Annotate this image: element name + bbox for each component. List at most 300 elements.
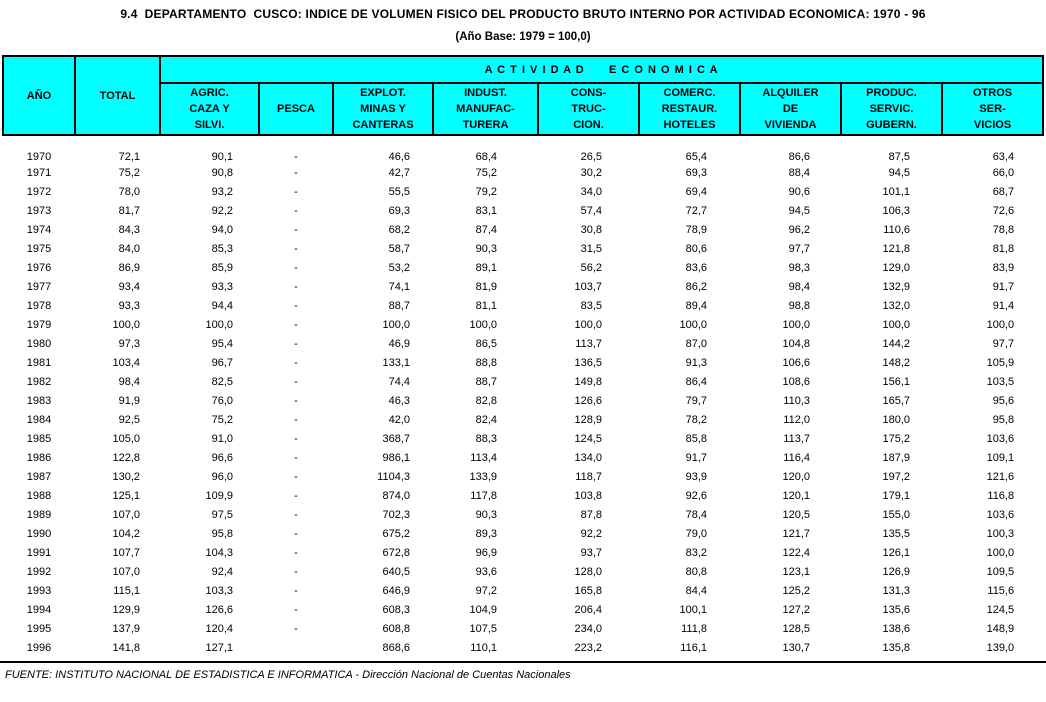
value-cell: -: [294, 261, 298, 274]
value-cell: 78,8: [992, 223, 1015, 236]
value-cell: 109,1: [986, 451, 1015, 464]
table-row: [3, 600, 1043, 619]
col-header-other-services: [942, 83, 1043, 135]
value-cell: 127,2: [782, 603, 810, 616]
value-cell: 74,1: [388, 280, 410, 293]
value-cell: -: [294, 603, 298, 616]
value-cell: -: [294, 489, 298, 502]
value-cell: 646,9: [382, 584, 410, 597]
value-cell: 139,0: [986, 641, 1015, 654]
value-cell: 187,9: [882, 451, 910, 464]
value-cell: -: [294, 318, 298, 331]
value-cell: 65,4: [685, 151, 707, 163]
value-cell: -: [294, 166, 298, 179]
value-cell: -: [294, 223, 298, 236]
value-cell: 106,6: [782, 356, 810, 369]
value-cell: 138,6: [882, 622, 910, 635]
value-cell: 124,5: [986, 603, 1015, 616]
value-cell: 702,3: [382, 508, 410, 521]
value-cell: 104,9: [469, 603, 497, 616]
value-cell: 90,8: [211, 166, 233, 179]
year-cell: 1987: [26, 470, 52, 483]
value-cell: 135,8: [882, 641, 910, 654]
value-cell: 95,8: [992, 413, 1015, 426]
header-line: HOTELES: [663, 119, 716, 131]
value-cell: 55,5: [388, 185, 410, 198]
table-row: [3, 201, 1043, 220]
value-cell: 149,8: [574, 375, 602, 388]
value-cell: 81,8: [992, 242, 1015, 255]
value-cell: 100,0: [679, 318, 707, 331]
value-cell: 130,7: [782, 641, 810, 654]
value-cell: 94,0: [211, 223, 233, 236]
table-row: [3, 353, 1043, 372]
value-cell: 98,3: [788, 261, 810, 274]
value-cell: 84,4: [685, 584, 707, 597]
value-cell: 122,8: [112, 451, 140, 464]
value-cell: 97,5: [211, 508, 233, 521]
value-cell: 128,9: [574, 413, 602, 426]
value-cell: 46,6: [388, 151, 410, 163]
table-row: [3, 619, 1043, 638]
header-line: TURERA: [462, 119, 509, 131]
table-row: [3, 372, 1043, 391]
value-cell: 83,1: [475, 204, 497, 217]
header-band-row: [3, 56, 1043, 83]
value-cell: 130,2: [112, 470, 140, 483]
value-cell: 105,0: [112, 432, 140, 445]
value-cell: [259, 638, 333, 657]
table-row: [3, 486, 1043, 505]
value-cell: -: [294, 584, 298, 597]
value-cell: 107,7: [112, 546, 140, 559]
value-cell: 121,6: [986, 470, 1015, 483]
value-cell: -: [294, 185, 298, 198]
value-cell: 68,7: [992, 185, 1015, 198]
header-line: GUBERN.: [866, 119, 917, 131]
col-header-total: TOTAL: [75, 56, 160, 135]
value-cell: 100,1: [679, 603, 707, 616]
value-cell: 165,7: [882, 394, 910, 407]
value-cell: -: [294, 527, 298, 540]
value-cell: 88,7: [388, 299, 410, 312]
value-cell: 105,9: [986, 356, 1015, 369]
value-cell: 115,1: [113, 584, 140, 597]
value-cell: 83,6: [685, 261, 707, 274]
table-row: [3, 182, 1043, 201]
value-cell: -: [294, 432, 298, 445]
value-cell: 97,7: [992, 337, 1015, 350]
col-header-year: AÑO: [3, 56, 75, 135]
value-cell: 126,6: [574, 394, 602, 407]
value-cell: 129,0: [882, 261, 910, 274]
value-cell: 68,2: [388, 223, 410, 236]
value-cell: 91,7: [992, 280, 1015, 293]
value-cell: 106,3: [882, 204, 910, 217]
value-cell: 137,9: [112, 622, 140, 635]
value-cell: 112,0: [783, 413, 810, 426]
value-cell: -: [294, 337, 298, 350]
header-line: SERVIC.: [869, 103, 914, 115]
value-cell: 1104,3: [377, 470, 410, 483]
value-cell: 26,5: [580, 151, 602, 163]
value-cell: 121,8: [882, 242, 910, 255]
header-line: CANTERAS: [352, 119, 414, 131]
value-cell: 100,0: [986, 318, 1015, 331]
value-cell: 136,5: [574, 356, 602, 369]
year-cell: 1972: [26, 185, 52, 198]
value-cell: 100,0: [986, 546, 1015, 559]
value-cell: 42,7: [388, 166, 410, 179]
value-cell: -: [294, 451, 298, 464]
value-cell: 144,2: [882, 337, 910, 350]
value-cell: 96,2: [788, 223, 810, 236]
header-line: SER-: [979, 103, 1006, 115]
value-cell: 368,7: [382, 432, 410, 445]
table-row: [3, 239, 1043, 258]
value-cell: 179,1: [882, 489, 910, 502]
value-cell: -: [294, 546, 298, 559]
value-cell: 874,0: [382, 489, 410, 502]
table-row: [3, 562, 1043, 581]
value-cell: 132,9: [882, 280, 910, 293]
value-cell: 63,4: [992, 151, 1015, 163]
header-line: RESTAUR.: [661, 103, 718, 115]
value-cell: -: [294, 204, 298, 217]
value-cell: 80,8: [685, 565, 707, 578]
value-cell: 76,0: [211, 394, 233, 407]
value-cell: 126,6: [205, 603, 233, 616]
value-cell: 93,6: [475, 565, 497, 578]
value-cell: 123,1: [782, 565, 810, 578]
value-cell: 96,0: [211, 470, 233, 483]
value-cell: -: [294, 299, 298, 312]
col-header-mining: [333, 83, 433, 135]
value-cell: 66,0: [992, 166, 1015, 179]
year-cell: 1988: [26, 489, 52, 502]
value-cell: 94,5: [888, 166, 910, 179]
value-cell: -: [294, 242, 298, 255]
header-line: COMERC.: [663, 87, 716, 99]
value-cell: -: [294, 622, 298, 635]
year-cell: 1979: [26, 318, 52, 331]
value-cell: 110,1: [470, 641, 497, 654]
value-cell: 96,6: [211, 451, 233, 464]
table-row: [3, 505, 1043, 524]
header-line: EXPLOT.: [360, 87, 406, 99]
value-cell: 86,4: [685, 375, 707, 388]
activity-band-header: A C T I V I D A D E C O N O M I C A: [160, 56, 1043, 83]
value-cell: 125,1: [112, 489, 140, 502]
table-row: [3, 581, 1043, 600]
table-header: [3, 56, 1043, 135]
value-cell: 83,5: [580, 299, 602, 312]
value-cell: 115,6: [987, 584, 1015, 597]
value-cell: -: [294, 508, 298, 521]
value-cell: 100,0: [205, 318, 233, 331]
value-cell: 96,7: [211, 356, 233, 369]
table-row: [3, 638, 1043, 657]
value-cell: 72,7: [685, 204, 707, 217]
value-cell: 129,9: [112, 603, 140, 616]
value-cell: 109,5: [986, 565, 1015, 578]
value-cell: 132,0: [882, 299, 910, 312]
table-row: [3, 448, 1043, 467]
value-cell: 97,7: [788, 242, 810, 255]
year-cell: 1993: [26, 584, 52, 597]
year-cell: 1982: [26, 375, 52, 388]
value-cell: 103,6: [986, 432, 1015, 445]
value-cell: 95,6: [992, 394, 1015, 407]
value-cell: 88,3: [475, 432, 497, 445]
table-row: [3, 163, 1043, 182]
value-cell: -: [294, 151, 298, 163]
value-cell: 135,5: [882, 527, 910, 540]
year-cell: 1970: [26, 151, 52, 163]
value-cell: 100,0: [382, 318, 410, 331]
value-cell: 79,0: [685, 527, 707, 540]
value-cell: 118,7: [575, 470, 602, 483]
value-cell: 78,9: [685, 223, 707, 236]
table-row: [3, 334, 1043, 353]
year-cell: 1978: [26, 299, 52, 312]
value-cell: 81,9: [475, 280, 497, 293]
value-cell: 97,2: [475, 584, 497, 597]
value-cell: 34,0: [580, 185, 602, 198]
value-cell: 58,7: [388, 242, 410, 255]
value-cell: 134,0: [574, 451, 602, 464]
value-cell: 103,8: [574, 489, 602, 502]
value-cell: 56,2: [580, 261, 602, 274]
value-cell: 148,2: [882, 356, 910, 369]
value-cell: 103,4: [112, 356, 140, 369]
year-cell: 1977: [26, 280, 52, 293]
header-line: ALQUILER: [762, 87, 819, 99]
value-cell: 107,5: [469, 622, 497, 635]
value-cell: 81,1: [475, 299, 497, 312]
year-cell: 1989: [26, 508, 52, 521]
value-cell: 87,4: [475, 223, 497, 236]
value-cell: 100,0: [882, 318, 910, 331]
value-cell: 120,5: [782, 508, 810, 521]
value-cell: -: [294, 356, 298, 369]
value-cell: 640,5: [382, 565, 410, 578]
value-cell: 100,0: [112, 318, 140, 331]
header-line: CION.: [573, 119, 604, 131]
value-cell: 75,2: [118, 166, 140, 179]
value-cell: 85,8: [685, 432, 707, 445]
year-cell: 1984: [26, 413, 52, 426]
value-cell: 82,4: [475, 413, 497, 426]
value-cell: 93,4: [118, 280, 140, 293]
value-cell: 113,4: [470, 451, 497, 464]
page-subtitle: (Año Base: 1979 = 100,0): [455, 31, 591, 43]
value-cell: 107,0: [112, 508, 140, 521]
value-cell: 206,4: [574, 603, 602, 616]
year-cell: 1994: [26, 603, 52, 616]
value-cell: 672,8: [382, 546, 410, 559]
value-cell: 117,8: [470, 489, 497, 502]
value-cell: 82,5: [211, 375, 233, 388]
year-cell: 1996: [26, 641, 52, 654]
header-line: PRODUC.: [866, 87, 917, 99]
table-row: [3, 543, 1043, 562]
value-cell: 155,0: [882, 508, 910, 521]
header-line: CONS-: [570, 87, 607, 99]
value-cell: 197,2: [882, 470, 910, 483]
header-line: SILVI.: [194, 119, 225, 131]
value-cell: -: [294, 565, 298, 578]
value-cell: 100,0: [574, 318, 602, 331]
value-cell: 95,8: [211, 527, 233, 540]
value-cell: 79,2: [475, 185, 497, 198]
table-body: [3, 135, 1043, 657]
value-cell: -: [294, 413, 298, 426]
value-cell: 93,3: [211, 280, 233, 293]
value-cell: 86,6: [788, 151, 810, 163]
value-cell: 68,4: [475, 151, 497, 163]
value-cell: 122,4: [782, 546, 810, 559]
value-cell: 93,7: [580, 546, 602, 559]
value-cell: 103,5: [986, 375, 1015, 388]
value-cell: 78,0: [118, 185, 140, 198]
value-cell: 675,2: [382, 527, 410, 540]
value-cell: 91,0: [211, 432, 233, 445]
table-row: [3, 429, 1043, 448]
year-cell: 1983: [26, 394, 52, 407]
value-cell: 88,7: [475, 375, 497, 388]
value-cell: 141,8: [112, 641, 140, 654]
value-cell: 87,5: [888, 151, 910, 163]
value-cell: 103,6: [986, 508, 1015, 521]
table-row: [3, 315, 1043, 334]
header-line: MINAS Y: [360, 103, 406, 115]
value-cell: 75,2: [211, 413, 233, 426]
value-cell: 81,7: [118, 204, 140, 217]
value-cell: 92,4: [211, 565, 233, 578]
value-cell: 94,4: [211, 299, 233, 312]
value-cell: 135,6: [882, 603, 910, 616]
value-cell: 126,1: [882, 546, 910, 559]
value-cell: 85,3: [211, 242, 233, 255]
value-cell: 113,7: [575, 337, 602, 350]
value-cell: 148,9: [986, 622, 1015, 635]
source-note: FUENTE: INSTITUTO NACIONAL DE ESTADISTICA E INFORMATICA - Dirección Nacional de Cuentas Nacionales: [0, 661, 1046, 681]
year-cell: 1986: [26, 451, 52, 464]
table-row: [3, 277, 1043, 296]
value-cell: 31,5: [580, 242, 602, 255]
value-cell: 85,9: [211, 261, 233, 274]
value-cell: 95,4: [211, 337, 233, 350]
value-cell: 86,9: [118, 261, 140, 274]
col-header-fishing: [259, 83, 333, 135]
value-cell: 124,5: [574, 432, 602, 445]
value-cell: 83,9: [992, 261, 1015, 274]
year-cell: 1974: [26, 223, 52, 236]
col-header-construction: [538, 83, 639, 135]
value-cell: 180,0: [882, 413, 910, 426]
header-line: INDUST.: [464, 87, 507, 99]
value-cell: 91,4: [992, 299, 1015, 312]
year-cell: 1990: [26, 527, 52, 540]
value-cell: 90,6: [788, 185, 810, 198]
table-row: [3, 258, 1043, 277]
table-row: [3, 135, 1043, 163]
value-cell: 94,5: [788, 204, 810, 217]
value-cell: 116,4: [783, 451, 810, 464]
value-cell: 88,4: [788, 166, 810, 179]
value-cell: 90,3: [475, 508, 497, 521]
value-cell: 87,8: [580, 508, 602, 521]
value-cell: 96,9: [475, 546, 497, 559]
header-line: AGRIC.: [190, 87, 229, 99]
value-cell: 165,8: [574, 584, 602, 597]
value-cell: 608,8: [382, 622, 410, 635]
value-cell: 101,1: [882, 185, 910, 198]
value-cell: 92,2: [580, 527, 602, 540]
value-cell: 116,1: [680, 641, 707, 654]
header-line: TRUC-: [571, 103, 606, 115]
value-cell: 100,0: [782, 318, 810, 331]
value-cell: 110,3: [783, 394, 810, 407]
value-cell: 80,6: [685, 242, 707, 255]
table-row: [3, 220, 1043, 239]
value-cell: 79,7: [685, 394, 707, 407]
value-cell: 111,8: [681, 622, 707, 635]
value-cell: 98,4: [788, 280, 810, 293]
value-cell: 131,3: [882, 584, 910, 597]
value-cell: 53,2: [388, 261, 410, 274]
value-cell: 75,2: [475, 166, 497, 179]
year-cell: 1985: [26, 432, 52, 445]
table-row: [3, 467, 1043, 486]
col-header-commerce: [639, 83, 740, 135]
value-cell: 128,5: [782, 622, 810, 635]
value-cell: 83,2: [685, 546, 707, 559]
header-line: VIVIENDA: [764, 119, 817, 131]
value-cell: 128,0: [574, 565, 602, 578]
header-sub-row: [3, 83, 1043, 135]
value-cell: 93,3: [118, 299, 140, 312]
value-cell: 74,4: [388, 375, 410, 388]
header-line: VICIOS: [973, 119, 1012, 131]
value-cell: 126,9: [882, 565, 910, 578]
value-cell: 103,3: [205, 584, 233, 597]
year-cell: 1975: [26, 242, 52, 255]
table-row: [3, 391, 1043, 410]
value-cell: 90,1: [211, 151, 233, 163]
value-cell: 86,5: [475, 337, 497, 350]
value-cell: 78,4: [685, 508, 707, 521]
value-cell: -: [294, 375, 298, 388]
page-title: 9.4 DEPARTAMENTO CUSCO: INDICE DE VOLUMEN FISICO DEL PRODUCTO BRUTO INTERNO POR ACTIVIDAD ECONOMICA: 1970 - 96: [120, 7, 926, 21]
value-cell: 120,4: [205, 622, 233, 635]
col-header-housing: [740, 83, 841, 135]
value-cell: 104,8: [782, 337, 810, 350]
value-cell: 133,1: [382, 356, 410, 369]
col-header-government-services: [841, 83, 942, 135]
header-line: PESCA: [277, 103, 315, 115]
value-cell: 110,6: [883, 223, 910, 236]
col-header-agriculture: [160, 83, 259, 135]
value-cell: 69,4: [685, 185, 707, 198]
value-cell: 69,3: [685, 166, 707, 179]
value-cell: 91,3: [685, 356, 707, 369]
value-cell: 82,8: [475, 394, 497, 407]
value-cell: 113,7: [783, 432, 810, 445]
value-cell: 120,0: [782, 470, 810, 483]
value-cell: -: [294, 470, 298, 483]
